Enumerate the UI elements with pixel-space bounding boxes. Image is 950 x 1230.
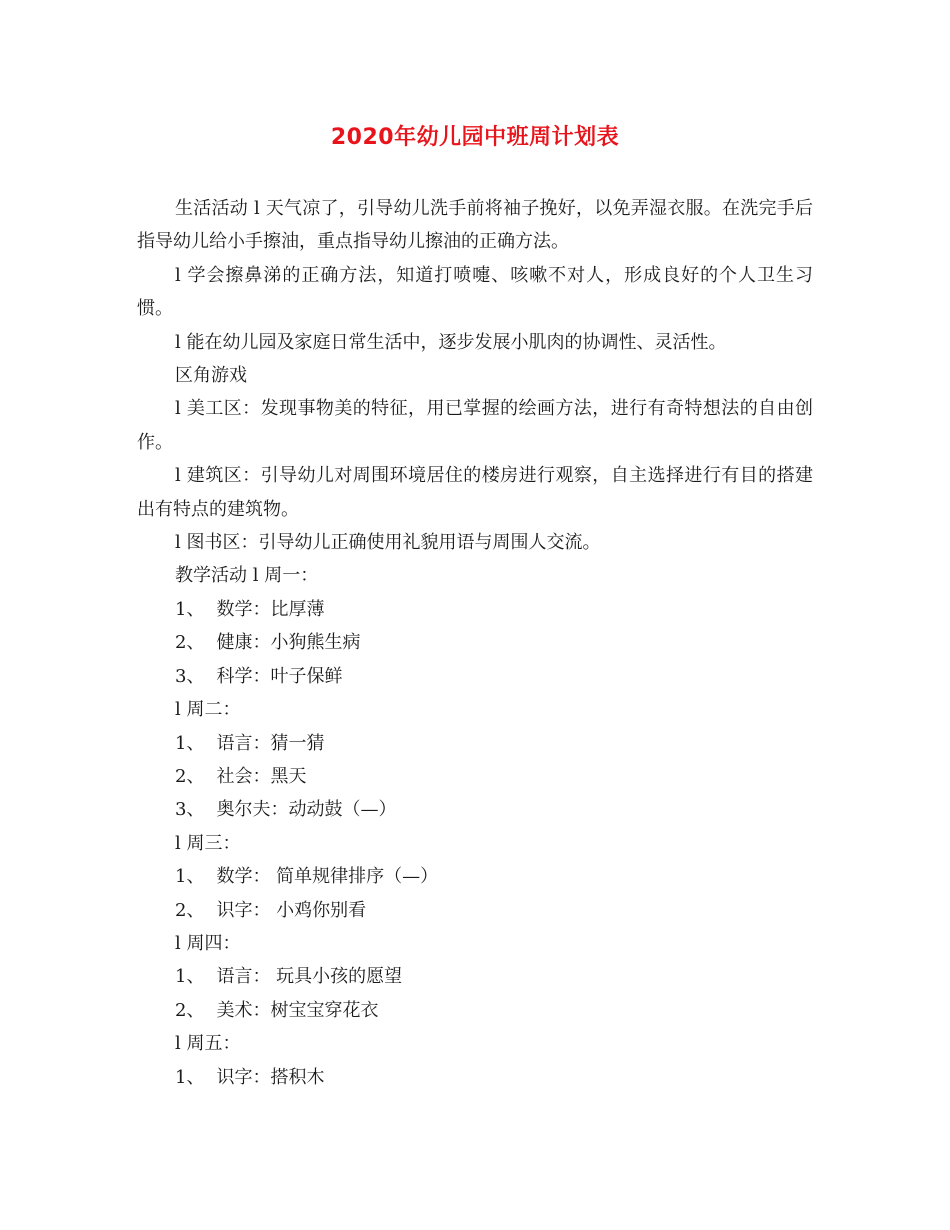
schedule-item: 1、 数学： 简单规律排序（—）	[175, 866, 439, 888]
schedule-item: 1、 语言： 玩具小孩的愿望	[175, 966, 403, 988]
document-body	[137, 192, 813, 1094]
schedule-item: 3、 奥尔夫：动动鼓（—）	[175, 799, 397, 821]
schedule-item: 2、 社会：黑天	[175, 765, 307, 787]
day-heading-tuesday: l 周二：	[175, 699, 241, 721]
day-heading-thursday: l 周四：	[175, 932, 241, 954]
schedule-item: 2、 美术：树宝宝穿花衣	[175, 999, 379, 1021]
paragraph-book-area: l 图书区：引导幼儿正确使用礼貌用语与周围人交流。	[175, 532, 601, 554]
document-title: 2020年幼儿园中班周计划表	[330, 125, 620, 150]
paragraph-building-area: l 建筑区：引导幼儿对周围环境居住的楼房进行观察，自主选择进行有目的搭建出有特点的建筑物。	[137, 465, 813, 520]
paragraph-nose-hygiene: l 学会擦鼻涕的正确方法，知道打喷嚏、咳嗽不对人，形成良好的个人卫生习惯。	[137, 264, 813, 320]
section-heading-corner-games: 区角游戏	[175, 365, 247, 387]
paragraph-daily-life: l 能在幼儿园及家庭日常生活中，逐步发展小肌肉的协调性、灵活性。	[175, 331, 727, 353]
day-heading-wednesday: l 周三：	[175, 832, 241, 854]
schedule-item: 2、 识字： 小鸡你别看	[175, 899, 367, 921]
schedule-list	[137, 593, 813, 1094]
paragraph-life-activity: 生活活动 l 天气凉了，引导幼儿洗手前将袖子挽好，以免弄湿衣服。在洗完手后指导幼儿给小手擦油，重点指导幼儿擦油的正确方法。	[137, 198, 813, 253]
section-heading-teaching-monday: 教学活动 l 周一：	[175, 565, 319, 587]
day-heading-friday: l 周五：	[175, 1033, 241, 1055]
schedule-item: 2、 健康：小狗熊生病	[175, 632, 361, 654]
schedule-item: 1、 识字：搭积木	[175, 1066, 325, 1088]
schedule-item: 3、 科学：叶子保鲜	[175, 665, 343, 687]
paragraph-art-area: l 美工区：发现事物美的特征，用已掌握的绘画方法，进行有奇特想法的自由创作。	[137, 398, 813, 453]
schedule-item: 1、 语言：猜一猜	[175, 732, 325, 754]
schedule-item: 1、 数学：比厚薄	[175, 598, 325, 620]
